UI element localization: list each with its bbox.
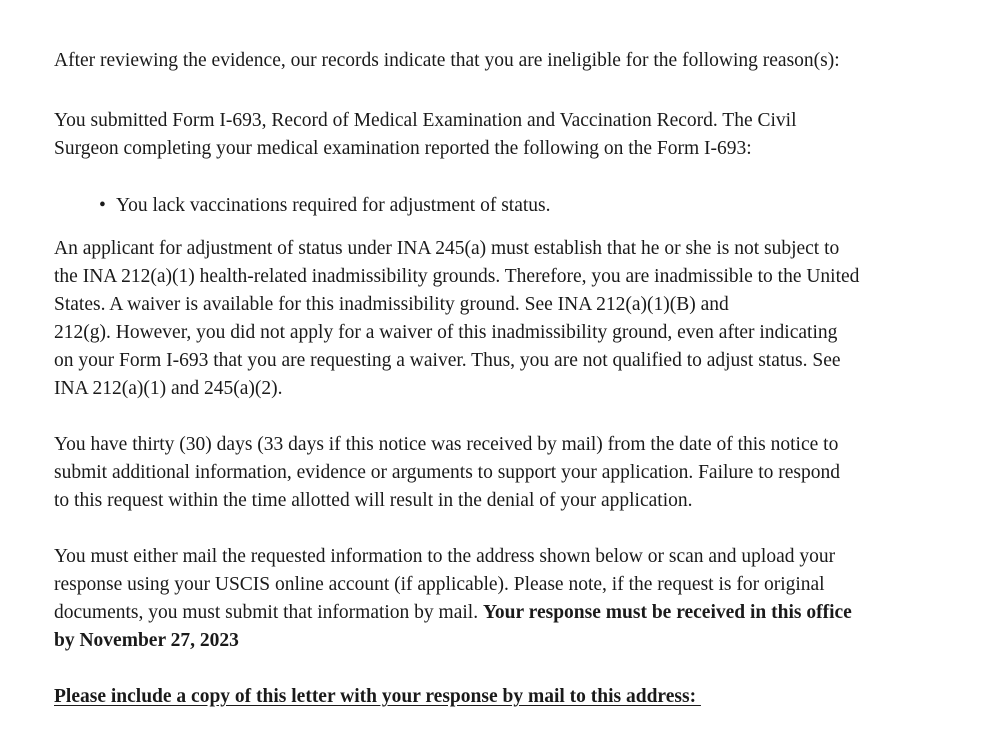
response-deadline-bold: Your response must be received in this office	[482, 602, 852, 623]
inadmissibility-paragraph	[54, 235, 974, 403]
mail-line-3-regular: documents, you must submit that information by mail.	[54, 602, 483, 623]
mail-line-3	[54, 599, 974, 627]
inadmissibility-line-5: on your Form I-693 that you are requesting a waiver. Thus, you are not qualified to adjust status. See	[54, 350, 841, 371]
response-deadline-date: by November 27, 2023	[54, 630, 239, 651]
form-paragraph-line-1: You submitted Form I-693, Record of Medical Examination and Vaccination Record. The Civil	[54, 110, 797, 131]
deadline-paragraph	[54, 431, 974, 515]
inadmissibility-line-3: States. A waiver is available for this inadmissibility ground. See INA 212(a)(1)(B) and	[54, 294, 729, 315]
mail-line-2: response using your USCIS online account (if applicable). Please note, if the request is for original	[54, 574, 825, 595]
deadline-line-2: submit additional information, evidence or arguments to support your application. Failure to respond	[54, 462, 840, 483]
bullet-text: You lack vaccinations required for adjustment of status.	[116, 195, 551, 216]
closing-instruction	[54, 683, 974, 711]
mail-line-1: You must either mail the requested information to the address shown below or scan and upload your	[54, 546, 836, 567]
inadmissibility-line-2: the INA 212(a)(1) health-related inadmissibility grounds. Therefore, you are inadmissible to the United	[54, 266, 860, 287]
mail-instructions-paragraph	[54, 543, 974, 655]
intro-line: After reviewing the evidence, our records indicate that you are ineligible for the following reason(s):	[54, 50, 840, 71]
inadmissibility-line-1: An applicant for adjustment of status under INA 245(a) must establish that he or she is not subject to	[54, 238, 840, 259]
closing-instruction-text: Please include a copy of this letter with your response by mail to this address:	[54, 686, 701, 707]
deadline-line-3: to this request within the time allotted will result in the denial of your application.	[54, 490, 693, 511]
bullet-icon: •	[99, 195, 106, 216]
deadline-line-1: You have thirty (30) days (33 days if this notice was received by mail) from the date of this notice to	[54, 434, 839, 455]
form-i693-paragraph	[54, 107, 974, 163]
bullet-item	[99, 192, 551, 220]
inadmissibility-line-6: INA 212(a)(1) and 245(a)(2).	[54, 378, 283, 399]
form-paragraph-line-2: Surgeon completing your medical examination reported the following on the Form I-693:	[54, 138, 752, 159]
inadmissibility-line-4: 212(g). However, you did not apply for a waiver of this inadmissibility ground, even after indicating	[54, 322, 838, 343]
intro-paragraph	[54, 47, 974, 75]
